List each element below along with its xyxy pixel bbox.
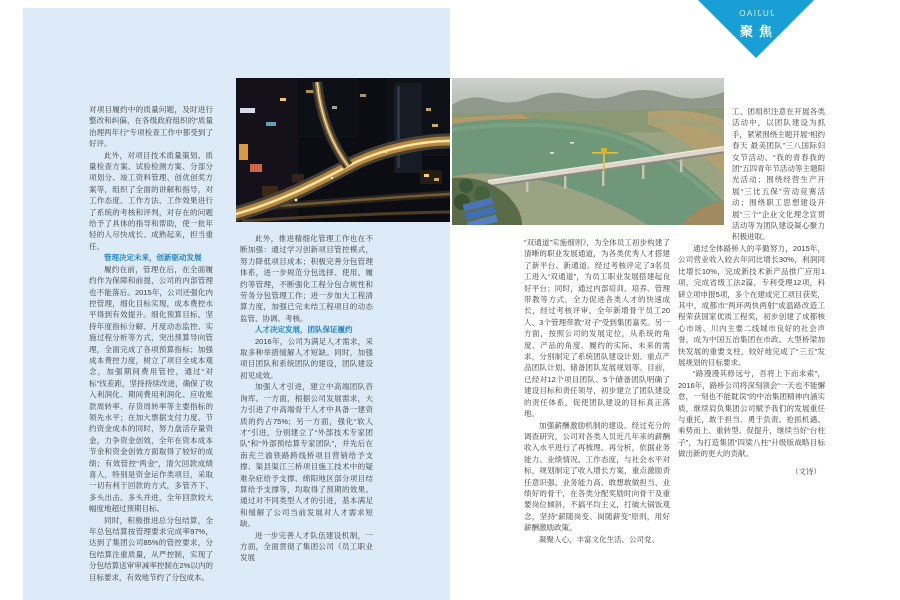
section-subhead-talent: 人才决定发展，团队保证履约 (255, 325, 353, 335)
left-page-column-2 (240, 233, 373, 564)
paragraph: 凝聚人心，丰富文化生活。公司党、 (539, 534, 659, 544)
paragraph: 同时，积极推进总分包结算，全年总包结算按管理要求完成率97%，达到了集团公司85%的管控要求，分包结算注重质量，从严控制，实现了分包结算送审审减率控制在2%以内的目标要求，有效地节约了分包成本。 (89, 515, 213, 582)
flag-chinese-label: 聚焦 (739, 24, 778, 39)
paragraph: 加强人才引进，建立中高端团队咨询库。一方面，根据公司发展需求，大力引进了中高端骨干人才中具备一建资质的约占75%；另一方面，强化“软人才”引进，分别建立了“外部技术专家团队”和“外部预结算专家团队”，并先后在南充兰渝铁路跨线桥项目营销给予支撑、渠县渠江三桥项目施工技术中的疑难杂症给予支撑、绵阳地区部分项目结算给予支撑等，均取得了预期的效果。通过对不同类型人才的引进，基本满足和缓解了公司当前发展对人才需求短缺。 (240, 382, 373, 529)
paragraph: “双通道”实施细则》，为全体员工初步构建了清晰的职业发展通道，为各类优秀人才搭建了新平台、新通道。经过考核评定了3名员工进入“双通道”，为员工职业发展搭建起良好平台；同时，通过内部培训、培养、管理带教等方式，全力促进各类人才的快速成长，经过考核评审，全年新增骨干员工20人、3个管理带教“对子”受到集团嘉奖。另一方面，按照公司的发展定位，从系统的角度、产品的角度、履约的实际、未来的需求，分别制定了系统团队建设计划、重点产品团队计划、储备团队发展规划等。目前，已经对12个项目团队、5个储备团队明确了建设目标和责任领导，初步建立了团队建设的责任体系，促使团队建设的目标真正落地。 (524, 238, 670, 419)
jujiao-corner-flag (698, 0, 814, 58)
paragraph: “路漫漫其修远兮，吾将上下而求索”，2016年，路桥公司将深刻领会“一天也不能懈怠，一刻也不能耽误”的中冶集团精神内涵实质，继续肩负集团公司赋予我们的发展重任与重托，敢于担当、勇于负责、抢抓机遇、乘势而上、重转型、促提升，继续当好“台柱子”，为打造集团“四梁八柱”升级版战略目标做出新的更大的贡献。 (678, 369, 825, 459)
photo-wrap-spacer (678, 106, 732, 234)
right-page-column-2 (678, 106, 825, 477)
paragraph: 加强薪酬激励机制的建设。经过充分的调查研究，公司对各类人员近几年来的薪酬收入水平进行了再梳理、再分析，依据业务能力、业绩情况、工作态度，与社会水平对标，规划制定了收入增长方案，重点激励责任意识强、业务能力高、敢想敢做担当、业绩好的骨干，在各类分配奖励时向骨干及重要岗位倾斜，不搞平均主义，打破大锅饭观念，坚持“薪随岗变、岗随薪变”原则，用好薪酬激励政策。 (524, 420, 670, 533)
author-byline: （文诗） (791, 466, 821, 476)
right-page-column-1 (524, 237, 670, 545)
left-page-column-1 (89, 104, 213, 583)
paragraph: 进一步完善人才队伍建设机制，一方面，全面贯彻了集团公司《员工职业发展 (240, 530, 373, 563)
flag-latin-label: JUJIAO (737, 9, 775, 18)
paragraph: 通过全体路桥人的辛勤努力，2015年，公司营业收入较去年同比增长30%，利润同比增长10%，完成新技术新产品推广应用1项，完成省级工法2篇，专利受理12项，科研立项申报5项，多个在建或完工项目获奖，其中，成都市“两环两快两射”成温路改造工程荣获国家优质工程奖，初步创建了成都核心市场、川内主要二线城市良好的社会声誉，成为中国五冶集团在市政、大型桥梁加快发展的重要支柱，较好地完成了“三五”发展规划的目标要求。 (678, 243, 825, 367)
paragraph: 2016年，公司为满足人才需求，采取多种举措缓解人才短缺。同时，加强项目团队和系统团队的建设，团队建设初见成效。 (240, 336, 373, 380)
section-subhead-management: 管理决定未来，创新驱动发展 (104, 253, 202, 263)
paragraph: 履约在前，管理在后，在全面履约作为保障和前提，公司的内部管理也不能落后。2015年，公司还强化内控管理，细化目标实现，成本费控水平得到有效提升。细化预算目标，坚持年度指标分解、月度动态监控、实施过程分析等方式，突出预算导向管理，全面完成了各项预算指标；加强成本费控力度，树立了项目全成本观念，加强期间费用管控，通过“对标”找差距，坚持持续改进，确保了收入利润化、期间费用利润化、应收账款周转率、存货周转率等主要指标的领先水平；在加大票据支付力度、节约资金成本的同时，努力盘活存量资金，力争资金创效，全年在资本成本节余和资金创效方面取得了较好的成绩；有效管控“两金”，清欠回款成绩喜人，特别是资金运作类项目，采取一切有利于回款的方式，多管齐下、多头出击、多头并进，全年回款较大幅度地超过预期目标。 (89, 264, 213, 514)
paragraph: 此外，推进精细化管理工作也在不断加强：通过学习创新项目管控模式，努力降低项目成本；积极完善分包管理体系，进一步规范分包选择、使用、履约等管理，不断强化工程分包合规性和劳务分包管理工作；进一步加大工程清算力度，加强已完未结工程项目的动态监管、协调、考核。 (240, 234, 373, 323)
paragraph: 工、团组织注意在开展各类活动中，以团队建设为抓手，紧紧围绕主题开展“相约春天 最美团队”三八国际妇女节活动、“我的青春我的团”五四青年节活动等主题阳光活动；围绕经营生产开展“三比五保”劳动竞赛活动；围绕职工思想建设开展“三个”企业文化理念宣贯活动等为团队建设凝心聚力积极进取。 (732, 107, 825, 242)
city-night-illustration (236, 78, 450, 222)
paragraph: 此外，对项目技术质量策划、质量检查方案、试验检测方案、分部分项划分、竣工资料管理、创优创奖方案等，组织了全面的讲解和指导，对工作态度、工作方法、工作效果进行了系统的考核和评判，对存在的问题给予了具体的指导和帮助，使一批年轻的人尽快成长、成熟起来，担当重任。 (89, 150, 213, 251)
city-night-photo (236, 78, 450, 222)
paragraph: 对项目履约中的质量问题，及时进行整改和纠偏，在各级政府组织的“质量治理两年行”专项检查工作中都受到了好评。 (89, 105, 213, 149)
